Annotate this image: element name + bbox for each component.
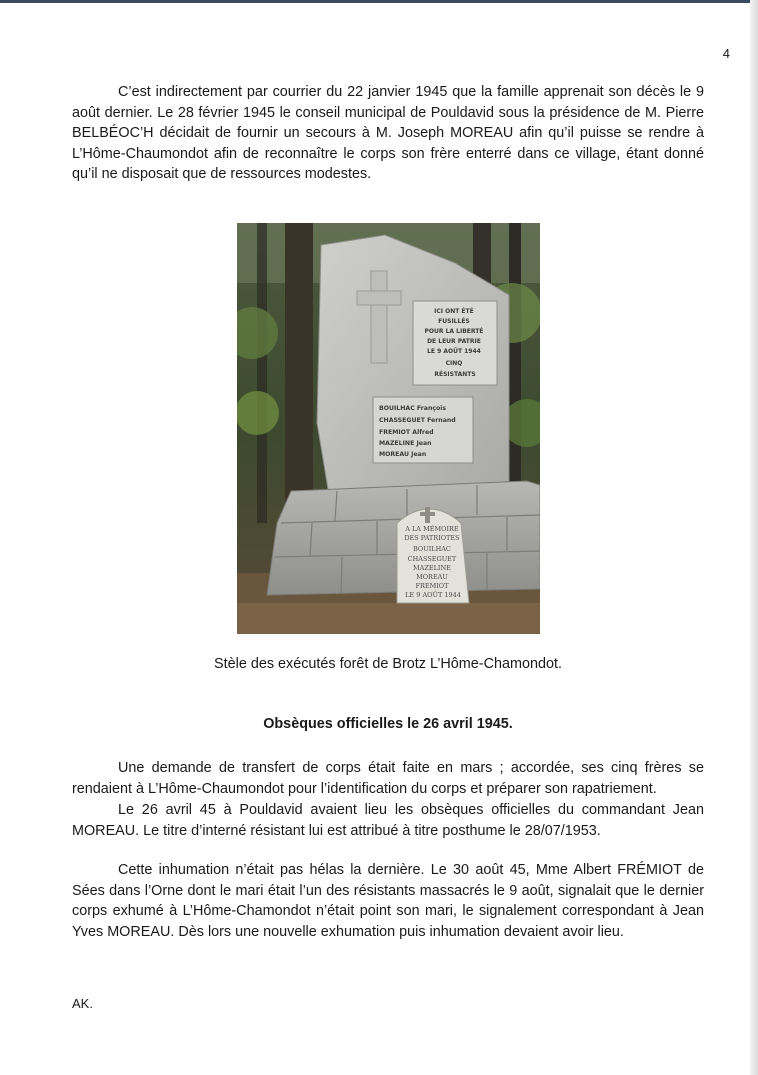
upper-plaque-line: ICI ONT ÉTÉ <box>434 308 474 315</box>
names-plaque-line: MOREAU Jean <box>379 451 427 458</box>
small-plaque-line: LE 9 AOÛT 1944 <box>405 591 461 599</box>
page-number: 4 <box>722 46 730 61</box>
section-paragraph-2: Le 26 avril 45 à Pouldavid avaient lieu les obsèques officielles du commandant Jean MOREAU. Le titre d’interné résistant lui est attribué à titre posthume le 28/07/1953. <box>72 802 704 839</box>
small-plaque-line: FREMIOT <box>415 582 449 590</box>
section-heading: Obsèques officielles le 26 avril 1945. <box>263 716 513 732</box>
upper-plaque-line: RÉSISTANTS <box>434 371 476 378</box>
photo-caption: Stèle des exécutés forêt de Brotz L’Hôme-Chamondot. <box>214 656 562 672</box>
upper-plaque-line: POUR LA LIBERTÉ <box>424 328 484 335</box>
upper-plaque-line: DE LEUR PATRIE <box>427 338 481 345</box>
small-plaque-line: A LA MÉMOIRE <box>405 525 459 533</box>
upper-plaque-line: LE 9 AOÛT 1944 <box>427 348 481 355</box>
names-plaque-line: FREMIOT Alfred <box>379 429 434 436</box>
upper-plaque-line: FUSILLÉS <box>438 318 470 325</box>
names-plaque-line: MAZELINE Jean <box>379 440 432 447</box>
intro-paragraph: C’est indirectement par courrier du 22 janvier 1945 que la famille apprenait son décès le 9 août dernier. Le 28 février 1945 le conseil municipal de Pouldavid sous la présidence de M. Pierre BELBÉOC’H décidait de fournir un secours à M. Joseph MOREAU afin qu’il puisse se rendre à L’Hôme-Chaumondot afin de reconnaître le corps son frère enterré dans ce village, étant donné qu’il ne disposait que de ressources modestes. <box>72 84 704 182</box>
memorial-photo <box>237 223 540 634</box>
small-plaque-line: BOUILHAC <box>412 545 451 553</box>
author-signature: AK. <box>72 996 93 1011</box>
upper-plaque-line: CINQ <box>445 360 463 367</box>
small-plaque-line: MOREAU <box>416 573 448 581</box>
small-plaque-line: DES PATRIOTES <box>404 534 460 542</box>
names-plaque-line: BOUILHAC François <box>379 405 447 412</box>
section-paragraph-3: Cette inhumation n’était pas hélas la dernière. Le 30 août 45, Mme Albert FRÉMIOT de Sées dans l’Orne dont le mari était l’un des résistants massacrés le 9 août, signalait que le dernier corps exhumé à L’Hôme-Chamondot n’était point son mari, le signalement correspondant à Jean Yves MOREAU. Dès lors une nouvelle exhumation puis inhumation devaient avoir lieu. <box>72 862 704 940</box>
page-edge-shadow <box>750 0 758 1075</box>
small-plaque-line: CHASSEGUET <box>407 555 457 563</box>
small-plaque-line: MAZELINE <box>412 564 451 572</box>
names-plaque-line: CHASSEGUET Fernand <box>379 417 456 424</box>
section-paragraph-1: Une demande de transfert de corps était faite en mars ; accordée, ses cinq frères se rendaient à L’Hôme-Chaumondot pour l’identification du corps et préparer son rapatriement. <box>72 760 704 797</box>
